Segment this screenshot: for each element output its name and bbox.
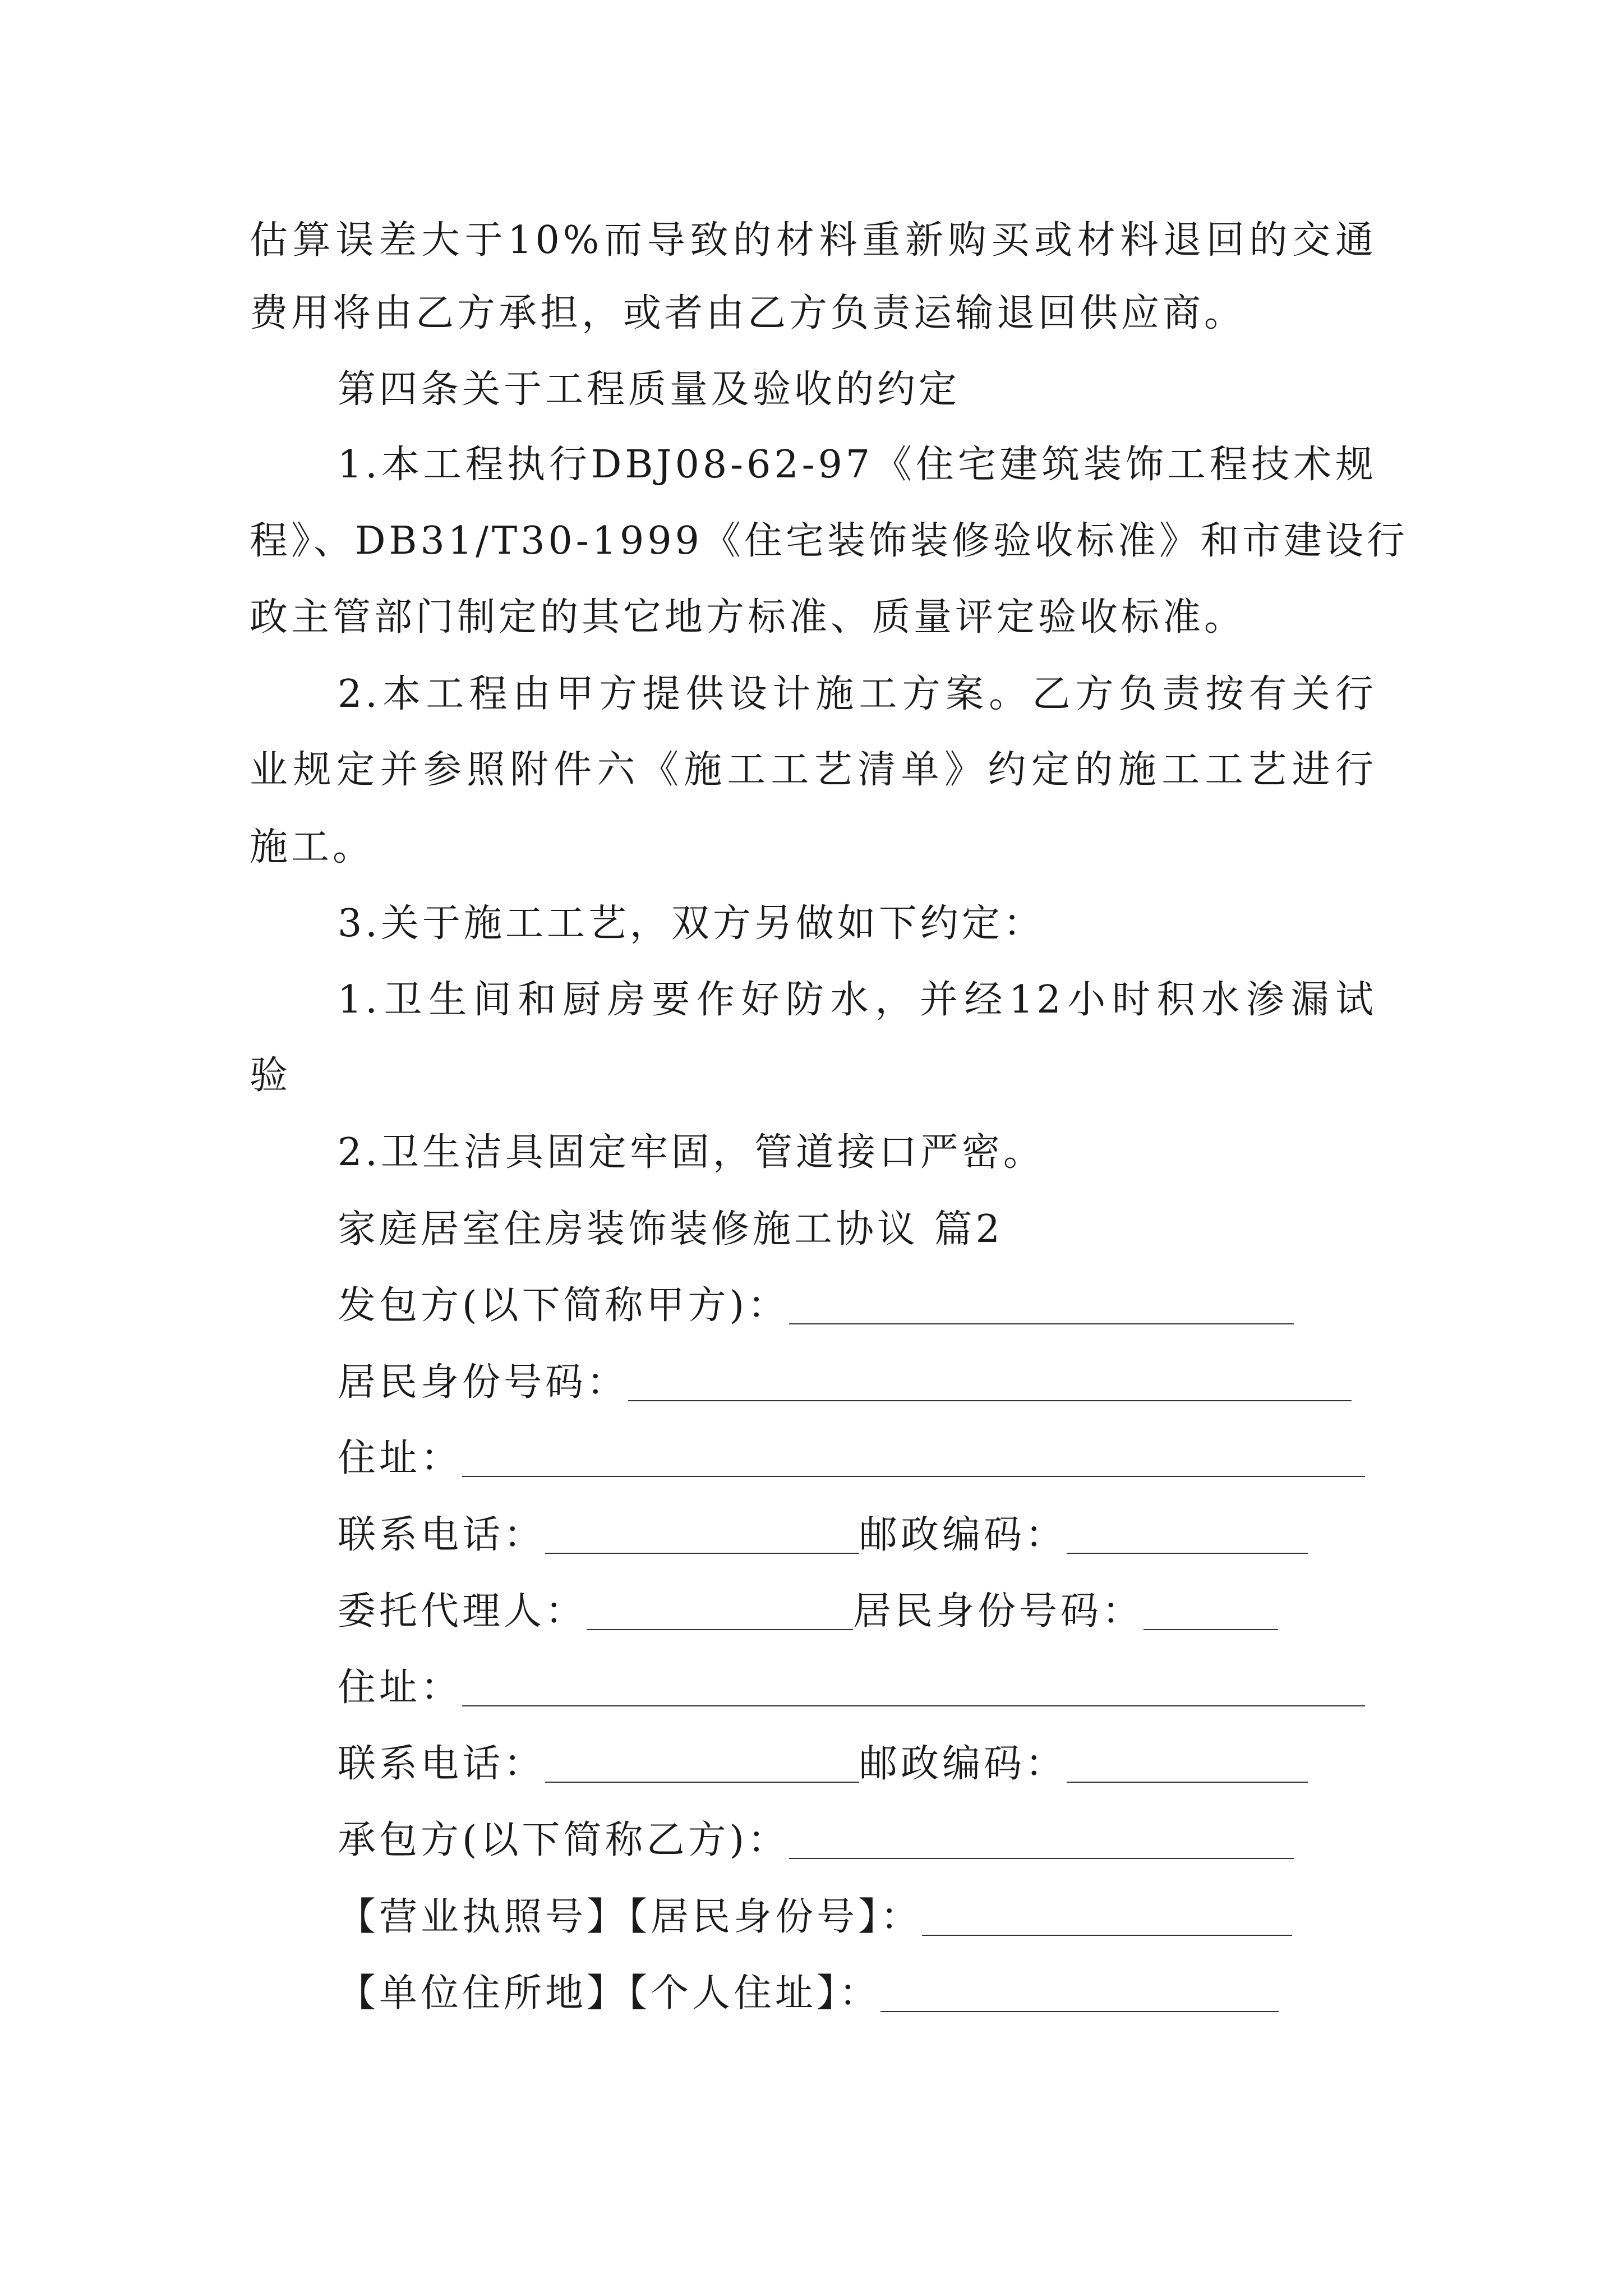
paragraph-line: 2.本工程由甲方提供设计施工方案。乙方负责按有关行: [338, 672, 1377, 716]
field-license-id: [338, 1892, 1292, 1943]
paragraph-line: 业规定并参照附件六《施工工艺清单》约定的施工工艺进行: [250, 748, 1377, 792]
field-label: 住址：: [338, 1665, 463, 1710]
field-party-a: [338, 1281, 1294, 1331]
blank-line: [880, 1976, 1279, 2012]
paragraph-line: 施工。: [250, 825, 375, 869]
blank-line: [789, 1823, 1294, 1859]
blank-line: [789, 1289, 1294, 1324]
paragraph-line: 1.本工程执行DBJ08-62-97《住宅建筑装饰工程技术规: [338, 443, 1377, 487]
field-agent: [338, 1586, 1278, 1637]
field-label: 住址：: [338, 1436, 463, 1480]
paragraph-line: 1.卫生间和厨房要作好防水，并经12小时积水渗漏试: [338, 978, 1377, 1022]
section-title: 家庭居室住房装饰装修施工协议 篇2: [338, 1207, 1003, 1251]
blank-line: [462, 1441, 1365, 1477]
field-label: 居民身份号码：: [853, 1589, 1144, 1634]
field-label: 【单位住所地】【个人住址】：: [338, 1971, 881, 2016]
field-address-2: [338, 1663, 1365, 1713]
blank-line: [462, 1671, 1365, 1706]
paragraph-line: 程》、DB31/T30-1999《住宅装饰装修验收标准》和市建设行: [250, 519, 1408, 563]
paragraph-line: 估算误差大于10%而导致的材料重新购买或材料退回的交通: [250, 218, 1377, 263]
field-label: 邮政编码：: [859, 1513, 1067, 1557]
field-phone-postcode: [338, 1510, 1308, 1561]
field-address: [338, 1433, 1365, 1484]
field-label: 【营业执照号】【居民身份号】：: [338, 1895, 923, 1939]
field-label: 联系电话：: [338, 1742, 546, 1786]
blank-line: [587, 1594, 853, 1630]
paragraph-line: 验: [250, 1053, 292, 1098]
field-label: 承包方(以下简称乙方)：: [338, 1818, 790, 1862]
blank-line: [545, 1518, 859, 1554]
paragraph-line: 政主管部门制定的其它地方标准、质量评定验收标准。: [250, 595, 1246, 639]
blank-line: [1067, 1747, 1308, 1783]
field-label: 发包方(以下简称甲方)：: [338, 1283, 790, 1328]
field-label: 联系电话：: [338, 1513, 546, 1557]
field-label: 邮政编码：: [859, 1742, 1067, 1786]
blank-line: [545, 1747, 859, 1783]
field-party-b: [338, 1815, 1294, 1866]
article-heading: 第四条关于工程质量及验收的约定: [338, 367, 961, 412]
field-label: 居民身份号码：: [338, 1360, 629, 1405]
field-id-no: [338, 1358, 1352, 1408]
paragraph-line: 费用将由乙方承担，或者由乙方负责运输退回供应商。: [250, 291, 1246, 335]
paragraph-line: 2.卫生洁具固定牢固，管道接口严密。: [338, 1130, 1045, 1175]
blank-line: [922, 1900, 1292, 1936]
field-unit-address: [338, 1968, 1279, 2019]
field-label: 委托代理人：: [338, 1589, 587, 1634]
blank-line: [628, 1365, 1352, 1401]
field-phone-postcode-2: [338, 1739, 1308, 1789]
blank-line: [1067, 1518, 1308, 1554]
paragraph-line: 3.关于施工工艺，双方另做如下约定：: [338, 901, 1045, 946]
blank-line: [1144, 1594, 1278, 1630]
